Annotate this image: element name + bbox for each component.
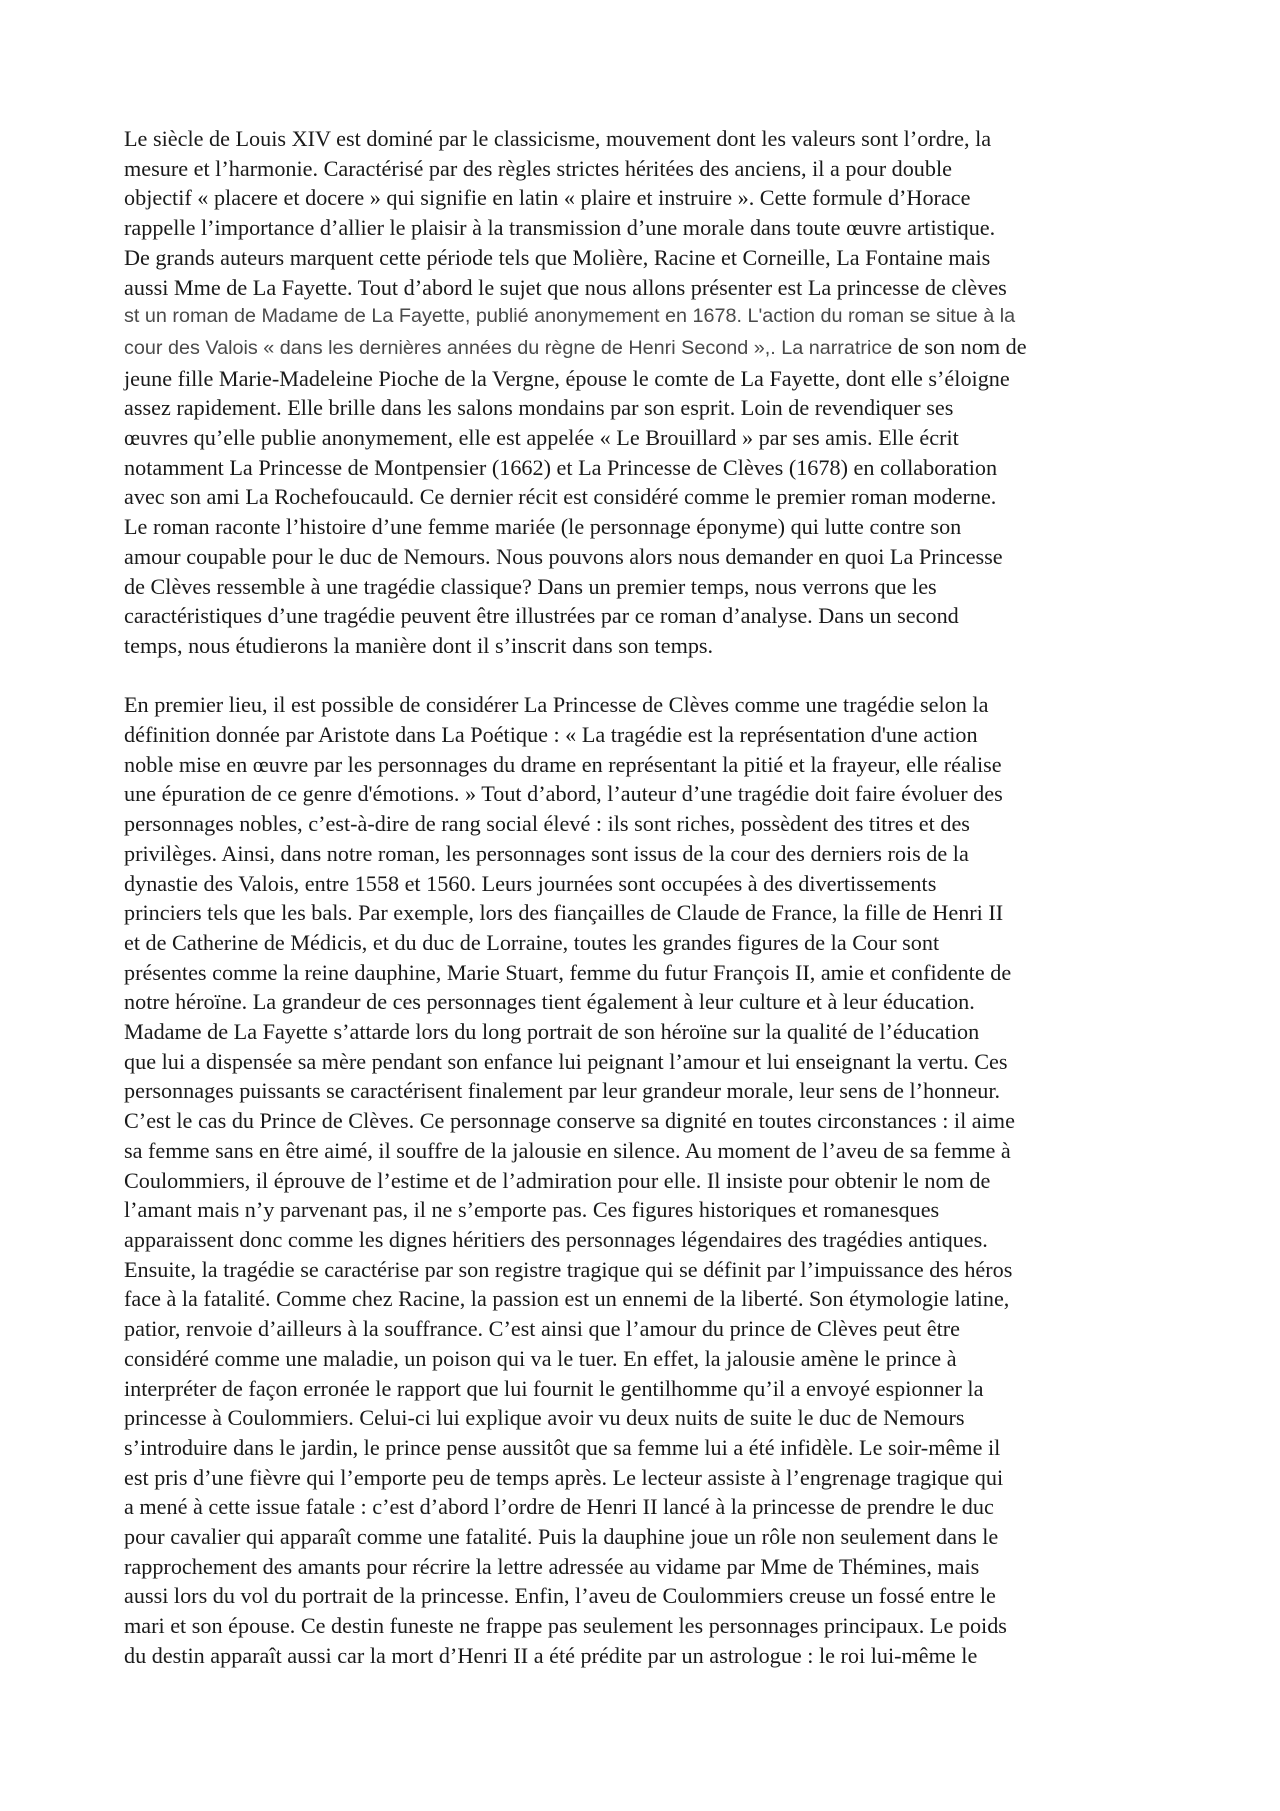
text-line: rapprochement des amants pour récrire la lettre adressée au vidame par Mme de Thémines, mais	[124, 1553, 980, 1579]
text-line: personnages puissants se caractérisent finalement par leur grandeur morale, leur sens de l’honneur.	[124, 1078, 1001, 1104]
text-line: considéré comme une maladie, un poison qui va le tuer. En effet, la jalousie amène le prince à	[124, 1345, 957, 1371]
pasted-text-line: st un roman de Madame de La Fayette, publié anonymement en 1678. L'action du roman se situe à la	[124, 305, 1016, 328]
text-line: mari et son épouse. Ce destin funeste ne frappe pas seulement les personnages principaux. Le poids	[124, 1613, 1007, 1639]
text-line: face à la fatalité. Comme chez Racine, la passion est un ennemi de la liberté. Son étymologie latine,	[124, 1286, 1010, 1312]
text-line: privilèges. Ainsi, dans notre roman, les personnages sont issus de la cour des derniers rois de la	[124, 840, 969, 866]
text-line: aussi lors du vol du portrait de la princesse. Enfin, l’aveu de Coulommiers creuse un fossé entre le	[124, 1583, 996, 1609]
text-line: Le roman raconte l’histoire d’une femme mariée (le personnage éponyme) qui lutte contre son	[124, 514, 962, 540]
body-paragraph	[124, 690, 1164, 1670]
text-line: de Clèves ressemble à une tragédie classique? Dans un premier temps, nous verrons que les	[124, 573, 937, 599]
text-line: du destin apparaît aussi car la mort d’Henri II a été prédite par un astrologue : le roi lui-même le	[124, 1642, 978, 1668]
text-line: est pris d’une fièvre qui l’emporte peu de temps après. Le lecteur assiste à l’engrenage tragique qui	[124, 1464, 1004, 1490]
text-line: que lui a dispensée sa mère pendant son enfance lui peignant l’amour et lui enseignant la vertu. Ces	[124, 1048, 1008, 1074]
text-line: temps, nous étudierons la manière dont il s’inscrit dans son temps.	[124, 632, 714, 658]
text-line: caractéristiques d’une tragédie peuvent être illustrées par ce roman d’analyse. Dans un second	[124, 603, 959, 629]
text-line: s’introduire dans le jardin, le prince pense aussitôt que sa femme lui a été infidèle. Le soir-même il	[124, 1434, 1001, 1460]
text-line: interpréter de façon erronée le rapport que lui fournit le gentilhomme qu’il a envoyé espionner la	[124, 1375, 984, 1401]
intro-paragraph	[124, 124, 1164, 661]
mixed-text-line	[124, 332, 1164, 364]
text-line: sa femme sans en être aimé, il souffre de la jalousie en silence. Au moment de l’aveu de sa femme à	[124, 1137, 1011, 1163]
text-line: présentes comme la reine dauphine, Marie Stuart, femme du futur François II, amie et confidente de	[124, 959, 1012, 985]
text-line: Madame de La Fayette s’attarde lors du long portrait de son héroïne sur la qualité de l’éducation	[124, 1019, 980, 1045]
text-line: pour cavalier qui apparaît comme une fatalité. Puis la dauphine joue un rôle non seulement dans le	[124, 1524, 999, 1550]
text-line: a mené à cette issue fatale : c’est d’abord l’ordre de Henri II lancé à la princesse de prendre le duc	[124, 1494, 994, 1520]
text-line: avec son ami La Rochefoucauld. Ce dernier récit est considéré comme le premier roman moderne.	[124, 484, 997, 510]
text-line: amour coupable pour le duc de Nemours. Nous pouvons alors nous demander en quoi La Princesse	[124, 543, 1003, 569]
text-line: rappelle l’importance d’allier le plaisir à la transmission d’une morale dans toute œuvre artistique.	[124, 215, 996, 241]
text-line: aussi Mme de La Fayette. Tout d’abord le sujet que nous allons présenter est La princesse de clèves	[124, 274, 1007, 300]
text-line: Coulommiers, il éprouve de l’estime et de l’admiration pour elle. Il insiste pour obtenir le nom de	[124, 1167, 991, 1193]
text-line: Le siècle de Louis XIV est dominé par le classicisme, mouvement dont les valeurs sont l’ordre, la	[124, 126, 992, 151]
text-line: l’amant mais n’y parvenant pas, il ne s’emporte pas. Ces figures historiques et romanesques	[124, 1197, 940, 1223]
text-line: noble mise en œuvre par les personnages du drame en représentant la pitié et la frayeur, elle réalise	[124, 751, 1002, 777]
text-fragment: de son nom de	[892, 333, 1027, 359]
text-line: princiers tels que les bals. Par exemple, lors des fiançailles de Claude de France, la fille de Henri II	[124, 900, 1004, 926]
text-line: patior, renvoie d’ailleurs à la souffrance. C’est ainsi que l’amour du prince de Clèves peut être	[124, 1316, 960, 1342]
text-line: et de Catherine de Médicis, et du duc de Lorraine, toutes les grandes figures de la Cour sont	[124, 929, 940, 955]
text-line: définition donnée par Aristote dans La Poétique : « La tragédie est la représentation d'une action	[124, 722, 978, 748]
text-line: une épuration de ce genre d'émotions. » Tout d’abord, l’auteur d’une tragédie doit faire évoluer des	[124, 781, 1003, 807]
text-line: mesure et l’harmonie. Caractérisé par des règles strictes héritées des anciens, il a pour double	[124, 155, 953, 181]
text-line: jeune fille Marie-Madeleine Pioche de la Vergne, épouse le comte de La Fayette, dont elle s’éloigne	[124, 365, 1010, 391]
text-line: C’est le cas du Prince de Clèves. Ce personnage conserve sa dignité en toutes circonstances : il aime	[124, 1108, 1015, 1134]
text-line: objectif « placere et docere » qui signifie en latin « plaire et instruire ». Cette formule d’Horace	[124, 185, 971, 211]
text-line: Ensuite, la tragédie se caractérise par son registre tragique qui se définit par l’impuissance des héros	[124, 1256, 1013, 1282]
text-line: notre héroïne. La grandeur de ces personnages tient également à leur culture et à leur éducation.	[124, 989, 975, 1015]
text-line: assez rapidement. Elle brille dans les salons mondains par son esprit. Loin de revendiquer ses	[124, 395, 954, 421]
text-line: princesse à Coulommiers. Celui-ci lui explique avoir vu deux nuits de suite le duc de Nemours	[124, 1405, 965, 1431]
text-line: œuvres qu’elle publie anonymement, elle est appelée « Le Brouillard » par ses amis. Elle écrit	[124, 425, 959, 451]
pasted-text-fragment: cour des Valois « dans les dernières années du règne de Henri Second »,. La narratrice	[124, 336, 893, 359]
document-page	[124, 124, 1164, 1671]
text-line: dynastie des Valois, entre 1558 et 1560. Leurs journées sont occupées à des divertissements	[124, 870, 937, 896]
text-line: apparaissent donc comme les dignes héritiers des personnages légendaires des tragédies antiques.	[124, 1227, 988, 1252]
text-line: De grands auteurs marquent cette période tels que Molière, Racine et Corneille, La Fontaine mais	[124, 244, 991, 270]
text-line: En premier lieu, il est possible de considérer La Princesse de Clèves comme une tragédie selon la	[124, 692, 989, 718]
text-line: notamment La Princesse de Montpensier (1662) et La Princesse de Clèves (1678) en collaboration	[124, 454, 998, 480]
text-line: personnages nobles, c’est-à-dire de rang social élevé : ils sont riches, possèdent des titres et des	[124, 811, 970, 837]
